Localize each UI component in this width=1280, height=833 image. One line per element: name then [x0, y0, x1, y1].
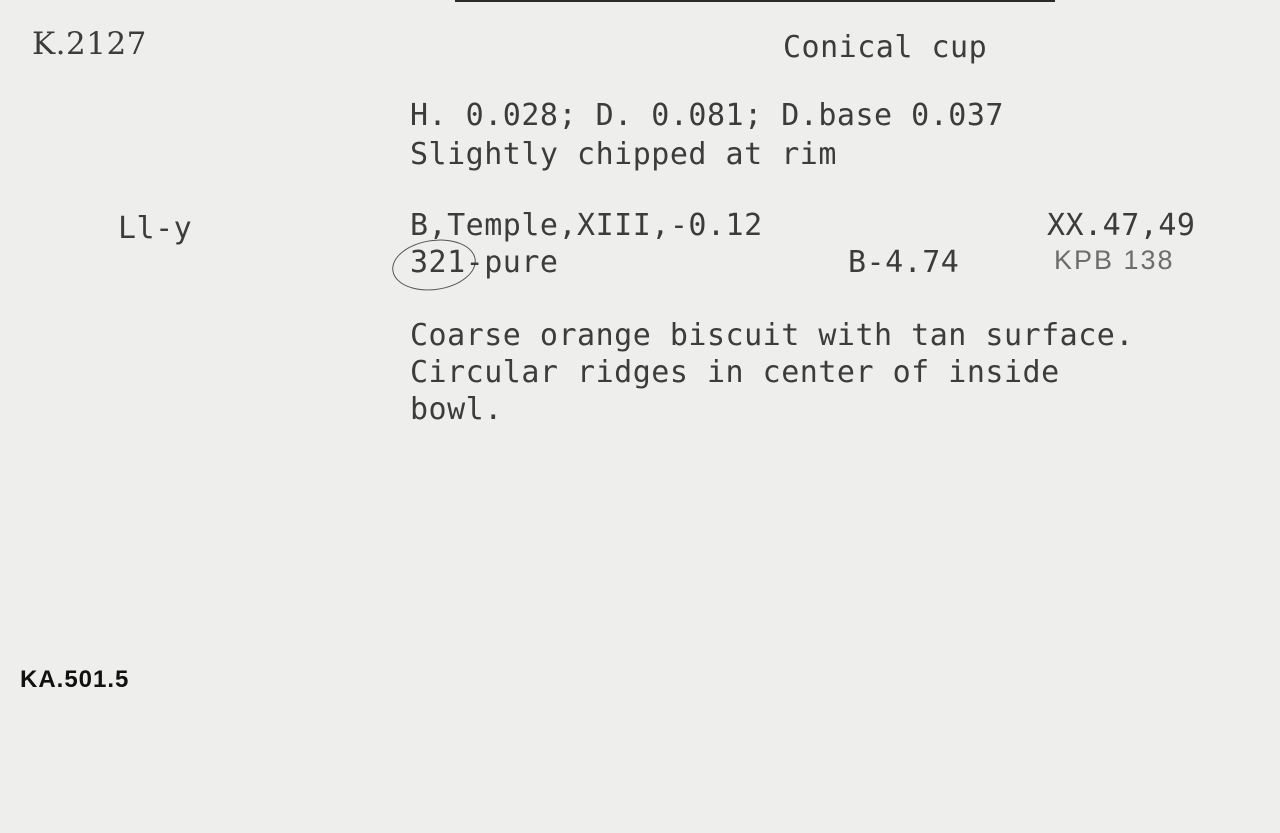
dimensions: H. 0.028; D. 0.081; D.base 0.037 [410, 98, 1004, 133]
inventory-number: KA.501.5 [20, 666, 130, 693]
negative-number: B-4.74 [848, 245, 960, 280]
description-line: Coarse orange biscuit with tan surface. [410, 318, 1134, 353]
description-line: bowl. [410, 392, 503, 427]
findspot: B,Temple,XIII,-0.12 [410, 208, 763, 243]
object-type: Conical cup [783, 30, 988, 65]
card-top-edge-line [455, 0, 1055, 2]
location-code: Ll-y [118, 211, 193, 246]
description-line: Circular ridges in center of inside [410, 355, 1060, 390]
deposit: 321-pure [410, 245, 559, 280]
kpb-reference: KPB 138 [1054, 245, 1175, 275]
condition: Slightly chipped at rim [410, 137, 837, 172]
catalog-number: K.2127 [32, 26, 147, 62]
references: XX.47,49 [1047, 208, 1196, 243]
